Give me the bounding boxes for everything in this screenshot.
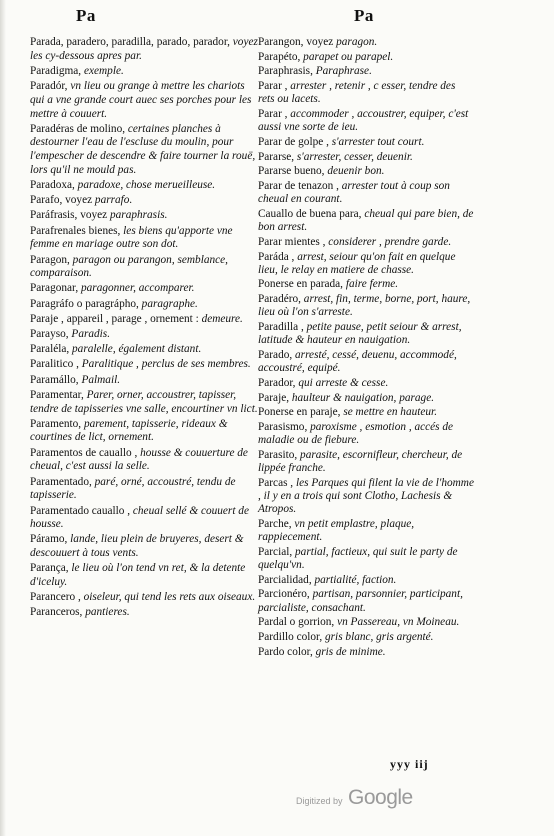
entry-gloss: paralelle, également distant. bbox=[69, 343, 202, 356]
dictionary-entry bbox=[30, 389, 258, 416]
entry-headword: Parado, bbox=[258, 348, 293, 361]
dictionary-entry bbox=[258, 349, 474, 375]
dictionary-entry bbox=[258, 406, 474, 419]
dictionary-entry bbox=[30, 447, 258, 474]
entry-headword: Parancero , bbox=[30, 591, 81, 604]
entry-gloss: lande, lieu plein de bruyeres, desert & descouuert à tous vents. bbox=[30, 533, 244, 560]
entry-headword: Parayso, bbox=[30, 328, 69, 341]
entry-headword: Parar mientes , bbox=[258, 235, 326, 248]
dictionary-entry bbox=[30, 418, 258, 445]
dictionary-entry bbox=[30, 374, 258, 388]
entry-headword: Paradéras de molino, bbox=[30, 122, 126, 135]
entry-headword: Paramállo, bbox=[30, 373, 79, 386]
dictionary-entry bbox=[258, 80, 474, 106]
dictionary-entry bbox=[258, 616, 474, 629]
dictionary-entry bbox=[30, 209, 258, 223]
entry-gloss: haulteur & nauigation, parage. bbox=[289, 391, 435, 404]
right-column bbox=[258, 36, 474, 660]
entry-gloss: s'arrester, cesser, deuenir. bbox=[294, 150, 413, 163]
left-column bbox=[30, 36, 258, 622]
entry-headword: Paramentos de cauallo , bbox=[30, 446, 138, 459]
entry-gloss: vn lieu ou grange à mettre les chariots qui a vne grande court auec ses porches pour les mettre à couuert. bbox=[30, 80, 252, 120]
entry-gloss: parrafo. bbox=[92, 194, 133, 207]
dictionary-entry bbox=[30, 36, 258, 63]
entry-headword: Parangon, voyez bbox=[258, 36, 334, 48]
entry-gloss: certaines planches à destourner l'eau de l'escluse du moulin, pour l'empescher de descendre & faire tourner la rouë, lors qu'il ne mould pas. bbox=[30, 122, 256, 176]
entry-gloss: cheual qui pare bien, de bon arrest. bbox=[258, 207, 474, 234]
entry-headword: Pardal o gorrion, bbox=[258, 616, 335, 629]
dictionary-entry bbox=[258, 251, 474, 277]
dictionary-entry bbox=[258, 180, 474, 206]
entry-headword: Paradéro, bbox=[258, 293, 301, 306]
entry-gloss: parement, tapisserie, rideaux & courtines de lict, ornement. bbox=[30, 417, 228, 444]
entry-headword: Ponerse en paraje, bbox=[258, 406, 341, 419]
dictionary-entry bbox=[258, 518, 474, 544]
dictionary-entry bbox=[258, 477, 474, 517]
dictionary-entry bbox=[30, 225, 258, 252]
entry-headword: Cauallo de buena para, bbox=[258, 207, 362, 220]
dictionary-entry bbox=[30, 358, 258, 372]
entry-gloss: paragraphe. bbox=[138, 297, 198, 310]
entry-gloss: partisan, parsonnier, participant, parcialiste, consachant. bbox=[258, 588, 463, 614]
dictionary-entry bbox=[30, 343, 258, 357]
entry-headword: Parador, bbox=[258, 376, 296, 389]
right-running-head: Pa bbox=[354, 6, 374, 25]
entry-gloss: faire ferme. bbox=[343, 278, 399, 291]
entry-gloss: arresté, cessé, deuenu, accommodé, accoustré, equipé. bbox=[258, 348, 457, 375]
entry-headword: Parche, bbox=[258, 517, 292, 530]
dictionary-entry bbox=[258, 421, 474, 447]
entry-headword: Paraléla, bbox=[30, 343, 70, 356]
entry-gloss: Palmail. bbox=[78, 373, 121, 386]
entry-headword: Parcas , bbox=[258, 476, 294, 489]
dictionary-entry bbox=[258, 321, 474, 347]
page-fold-shadow bbox=[0, 0, 6, 836]
dictionary-entry bbox=[258, 588, 474, 614]
dictionary-entry bbox=[258, 151, 474, 164]
dictionary-entry bbox=[258, 574, 474, 587]
entry-headword: Parança, bbox=[30, 562, 69, 575]
entry-headword: Paradilla , bbox=[258, 321, 304, 334]
entry-gloss: vn Passereau, vn Moineau. bbox=[334, 616, 460, 629]
entry-headword: Parasismo, bbox=[258, 420, 308, 433]
entry-gloss: qui arreste & cesse. bbox=[295, 376, 389, 389]
entry-gloss: paragon. bbox=[333, 36, 378, 48]
entry-headword: Paramentar, bbox=[30, 388, 84, 401]
entry-headword: Paramento, bbox=[30, 417, 82, 430]
entry-gloss: les biens qu'apporte vne femme en mariage outre son dot. bbox=[30, 224, 233, 251]
dictionary-entry bbox=[30, 179, 258, 193]
entry-gloss: petite pause, petit seiour & arrest, latitude & hauteur en nauigation. bbox=[258, 321, 462, 347]
dictionary-entry bbox=[258, 136, 474, 149]
entry-headword: Parcionéro, bbox=[258, 588, 310, 601]
entry-headword: Paraje , appareil , parage , ornement : bbox=[30, 312, 199, 325]
dictionary-entry bbox=[258, 293, 474, 319]
entry-headword: Pardillo color, bbox=[258, 631, 323, 644]
entry-headword: Paramentado cauallo , bbox=[30, 504, 131, 517]
entry-gloss: voyez les cy-dessous apres par. bbox=[30, 36, 258, 62]
dictionary-entry bbox=[30, 562, 258, 589]
dictionary-entry bbox=[30, 298, 258, 312]
entry-gloss: considerer , prendre garde. bbox=[325, 235, 452, 248]
entry-gloss: demeure. bbox=[198, 312, 243, 325]
entry-gloss: s'arrester tout court. bbox=[328, 135, 425, 148]
dictionary-entry bbox=[30, 606, 258, 620]
entry-gloss: Parer, orner, accoustrer, tapisser, tendre de tapisseries vne salle, encourtiner vn lict. bbox=[30, 388, 258, 415]
entry-gloss: arrester tout à coup son cheual en courant. bbox=[258, 180, 450, 206]
entry-gloss: Paralitique , perclus de ses membres. bbox=[78, 358, 251, 371]
entry-gloss: paroxisme , esmotion , accés de maladie ou de fiebure. bbox=[258, 420, 454, 447]
entry-gloss: arrest, fin, terme, borne, port, haure, lieu où l'on s'arreste. bbox=[258, 293, 471, 319]
entry-headword: Pararse bueno, bbox=[258, 165, 325, 178]
dictionary-entry bbox=[30, 282, 258, 296]
entry-headword: Paradoxa, bbox=[30, 179, 75, 192]
dictionary-entry bbox=[30, 123, 258, 178]
entry-headword: Parar de tenazon , bbox=[258, 180, 339, 193]
entry-headword: Paramentado, bbox=[30, 475, 92, 488]
entry-gloss: parapet ou parapel. bbox=[300, 50, 394, 63]
entry-headword: Ponerse en parada, bbox=[258, 278, 344, 291]
entry-gloss: paraphrasis. bbox=[107, 209, 168, 222]
dictionary-entry bbox=[258, 377, 474, 390]
dictionary-entry bbox=[30, 505, 258, 532]
entry-headword: Páramo, bbox=[30, 533, 68, 546]
entry-gloss: se mettre en hauteur. bbox=[340, 406, 438, 419]
dictionary-entry bbox=[258, 449, 474, 475]
dictionary-entry bbox=[30, 328, 258, 342]
digitized-by-label: Digitized by bbox=[296, 796, 343, 806]
dictionary-entry bbox=[258, 165, 474, 178]
dictionary-entry bbox=[258, 278, 474, 291]
entry-headword: Parcial, bbox=[258, 545, 293, 558]
dictionary-entry bbox=[30, 194, 258, 208]
dictionary-entry bbox=[258, 646, 474, 659]
entry-gloss: exemple. bbox=[81, 64, 124, 77]
entry-headword: Paráfrasis, voyez bbox=[30, 209, 108, 222]
entry-gloss: vn petit emplastre, plaque, rappiecement. bbox=[258, 517, 415, 544]
dictionary-entry bbox=[258, 65, 474, 78]
dictionary-entry bbox=[30, 80, 258, 121]
entry-gloss: arrest, seiour qu'on fait en quelque lieu, le relay en matiere de chasse. bbox=[258, 250, 456, 276]
entry-gloss: accommoder , accoustrer, equiper, c'est aussi vne sorte de ieu. bbox=[258, 108, 469, 134]
entry-gloss: parasite, escornifleur, chercheur, de lippée franche. bbox=[258, 448, 463, 475]
entry-gloss: arrester , retenir , c esser, tendre des rets ou lacets. bbox=[258, 80, 456, 106]
dictionary-entry bbox=[258, 631, 474, 644]
dictionary-entry bbox=[258, 51, 474, 64]
entry-headword: Paragon, bbox=[30, 253, 70, 266]
entry-headword: Paranceros, bbox=[30, 606, 83, 619]
dictionary-entry bbox=[30, 533, 258, 560]
entry-gloss: paragon ou parangon, semblance, comparaison. bbox=[30, 253, 228, 280]
dictionary-entry bbox=[258, 236, 474, 249]
dictionary-entry bbox=[258, 546, 474, 572]
entry-headword: Parada, paradero, paradilla, parado, parador, bbox=[30, 36, 230, 48]
entry-gloss: paré, orné, accoustré, tendu de tapisserie. bbox=[30, 475, 236, 502]
entry-gloss: gris blanc, gris argenté. bbox=[322, 631, 434, 644]
entry-gloss: paradoxe, chose merueilleuse. bbox=[74, 179, 216, 192]
entry-headword: Paraphrasis, bbox=[258, 65, 313, 78]
entry-gloss: partial, factieux, qui suit le party de quelqu'vn. bbox=[258, 545, 458, 572]
dictionary-entry bbox=[258, 208, 474, 234]
dictionary-entry bbox=[258, 392, 474, 405]
entry-gloss: gris de minime. bbox=[312, 645, 386, 658]
entry-headword: Parapéto, bbox=[258, 50, 301, 63]
dictionary-entry bbox=[30, 65, 258, 79]
entry-gloss: pantieres. bbox=[82, 606, 130, 619]
dictionary-entry bbox=[258, 36, 474, 49]
entry-headword: Pararse, bbox=[258, 150, 295, 163]
entry-headword: Paralitico , bbox=[30, 358, 79, 371]
dictionary-entry bbox=[30, 591, 258, 605]
entry-gloss: paragonner, accomparer. bbox=[78, 282, 195, 295]
entry-gloss: le lieu où l'on tend vn ret, & la detente d'iceluy. bbox=[30, 562, 246, 589]
entry-headword: Pardo color, bbox=[258, 645, 313, 658]
entry-headword: Paragráfo o paragrápho, bbox=[30, 297, 139, 310]
google-watermark: Google bbox=[348, 786, 413, 809]
entry-headword: Parar , bbox=[258, 80, 288, 93]
entry-gloss: partialité, faction. bbox=[311, 573, 397, 586]
dictionary-entry bbox=[30, 254, 258, 281]
entry-headword: Paragonar, bbox=[30, 282, 79, 295]
entry-gloss: Paradis. bbox=[68, 328, 111, 341]
entry-gloss: cheual sellé & couuert de housse. bbox=[30, 504, 249, 531]
entry-gloss: deuenir bon. bbox=[324, 165, 385, 178]
dictionary-entry bbox=[30, 476, 258, 503]
entry-headword: Parar de golpe , bbox=[258, 135, 329, 148]
entry-headword: Parcialidad, bbox=[258, 573, 312, 586]
entry-headword: Parafo, voyez bbox=[30, 194, 93, 207]
entry-headword: Paradigma, bbox=[30, 64, 82, 77]
dictionary-entry bbox=[258, 108, 474, 134]
dictionary-entry bbox=[30, 313, 258, 327]
entry-headword: Parar , bbox=[258, 108, 288, 121]
entry-headword: Parasito, bbox=[258, 448, 298, 461]
left-running-head: Pa bbox=[76, 6, 96, 25]
entry-headword: Paradór, bbox=[30, 80, 68, 93]
entry-headword: Paráda , bbox=[258, 250, 295, 263]
signature-mark: yyy iij bbox=[390, 757, 429, 771]
entry-gloss: Paraphrase. bbox=[312, 65, 372, 78]
entry-gloss: les Parques qui filent la vie de l'homme , il y en a trois qui sont Clotho, Lachesis & Atropos. bbox=[258, 476, 474, 516]
entry-headword: Paraje, bbox=[258, 391, 290, 404]
entry-headword: Parafrenales bienes, bbox=[30, 224, 121, 237]
entry-gloss: oiseleur, qui tend les rets aux oiseaux. bbox=[80, 591, 256, 604]
entry-gloss: housse & couuerture de cheual, c'est aussi la selle. bbox=[30, 446, 248, 473]
